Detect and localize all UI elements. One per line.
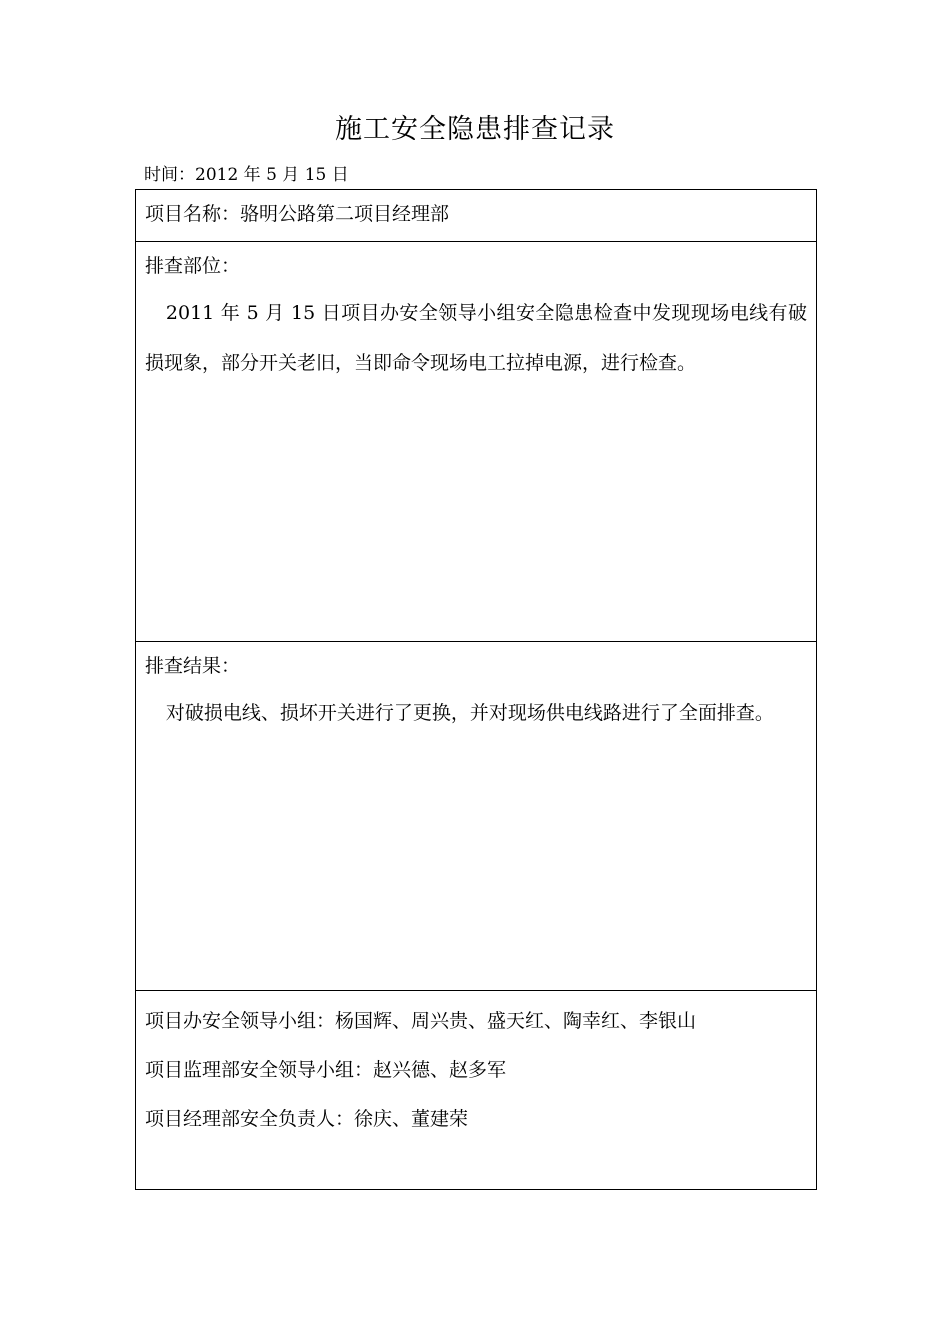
inspection-location-text: 2011 年 5 月 15 日项目办安全领导小组安全隐患检查中发现现场电线有破损现象，部分开关老旧，当即命令现场电工拉掉电源，进行检查。 [145,302,807,374]
responsible-staff-row [136,990,816,1189]
project-office-safety-group: 项目办安全领导小组：杨国辉、周兴贵、盛天红、陶幸红、李银山 [145,1010,697,1032]
inspection-result-row [136,641,816,990]
document-title: 施工安全隐患排查记录 [335,114,615,145]
inspection-location-label: 排查部位： [145,255,241,277]
record-date: 时间：2012 年 5 月 15 日 [144,165,349,185]
supervision-safety-group: 项目监理部安全领导小组：赵兴德、赵多军 [145,1059,507,1081]
project-name-row [136,190,816,241]
inspection-result-label: 排查结果： [145,655,241,677]
inspection-record-table [135,189,817,1190]
project-name: 项目名称：骆明公路第二项目经理部 [145,203,450,225]
project-manager-safety-lead: 项目经理部安全负责人：徐庆、董建荣 [145,1108,469,1130]
inspection-location-row [136,241,816,641]
inspection-result-text: 对破损电线、损坏开关进行了更换，并对现场供电线路进行了全面排查。 [165,702,774,724]
